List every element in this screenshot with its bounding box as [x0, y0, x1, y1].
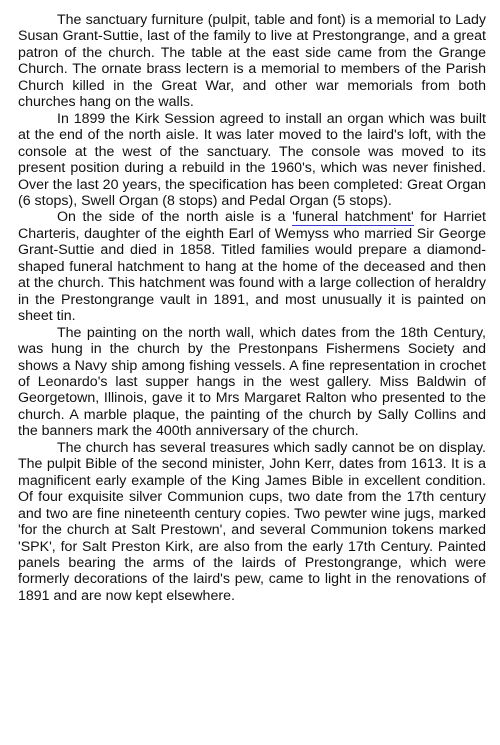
- document-body: [18, 12, 486, 604]
- paragraph-church-treasures: The church has several treasures which sadly cannot be on display. The pulpit Bible of the second minister, John Kerr, dates from 1613. It is a magnificent early example of the King James Bible in excellent condition. Of four exquisite silver Communion cups, two date from the 17th century and two are fine nineteenth century copies. Two pewter wine jugs, marked 'for the church at Salt Prestown', and several Communion tokens marked 'SPK', for Salt Preston Kirk, are also from the early 17th Century. Painted panels bearing the arms of the lairds of Prestongrange, which were formerly decorations of the laird's pew, came to light in the renovations of 1891 and are now kept elsewhere.: [18, 439, 486, 604]
- paragraph-organ: In 1899 the Kirk Session agreed to install an organ which was built at the end of the north aisle. It was later moved to the laird's loft, with the console at the west of the sanctuary. The console was moved to its present position during a rebuild in the 1960's, which was never finished. Over the last 20 years, the specification has been completed: Great Organ (6 stops), Swell Organ (8 stops) and Pedal Organ (5 stops).: [18, 110, 486, 209]
- paragraph-text-before-link: On the side of the north aisle is a: [57, 209, 293, 226]
- paragraph-north-wall-painting: The painting on the north wall, which dates from the 18th Century, was hung in the church by the Prestonpans Fishermens Society and shows a Navy ship among fishing vessels. A fine representation in crochet of Leonardo's last supper hangs in the west gallery. Miss Baldwin of Georgetown, Illinois, gave it to Mrs Margaret Ralton who presented to the church. A marble plaque, the painting of the church by Sally Collins and the banners mark the 400th anniversary of the church.: [18, 324, 486, 440]
- paragraph-sanctuary-furniture: The sanctuary furniture (pulpit, table and font) is a memorial to Lady Susan Grant-Suttie, last of the family to live at Prestongrange, and a great patron of the church. The table at the east side came from the Grange Church. The ornate brass lectern is a memorial to members of the Parish Church killed in the Great War, and other war memorials from both churches hang on the walls.: [18, 12, 486, 111]
- funeral-hatchment-link[interactable]: 'funeral hatchment': [292, 209, 414, 226]
- paragraph-funeral-hatchment: [18, 209, 486, 324]
- paragraph-text-after-link: for Harriet Charteris, daughter of the eighth Earl of Wemyss who married Sir George Grant-Suttie and died in 1858. Titled families would prepare a diamond-shaped funeral hatchment to hang at the home of the deceased and then at the church. This hatchment was found with a large collection of heraldry in the Prestongrange vault in 1891, and most unusually it is painted on sheet tin.: [18, 209, 486, 325]
